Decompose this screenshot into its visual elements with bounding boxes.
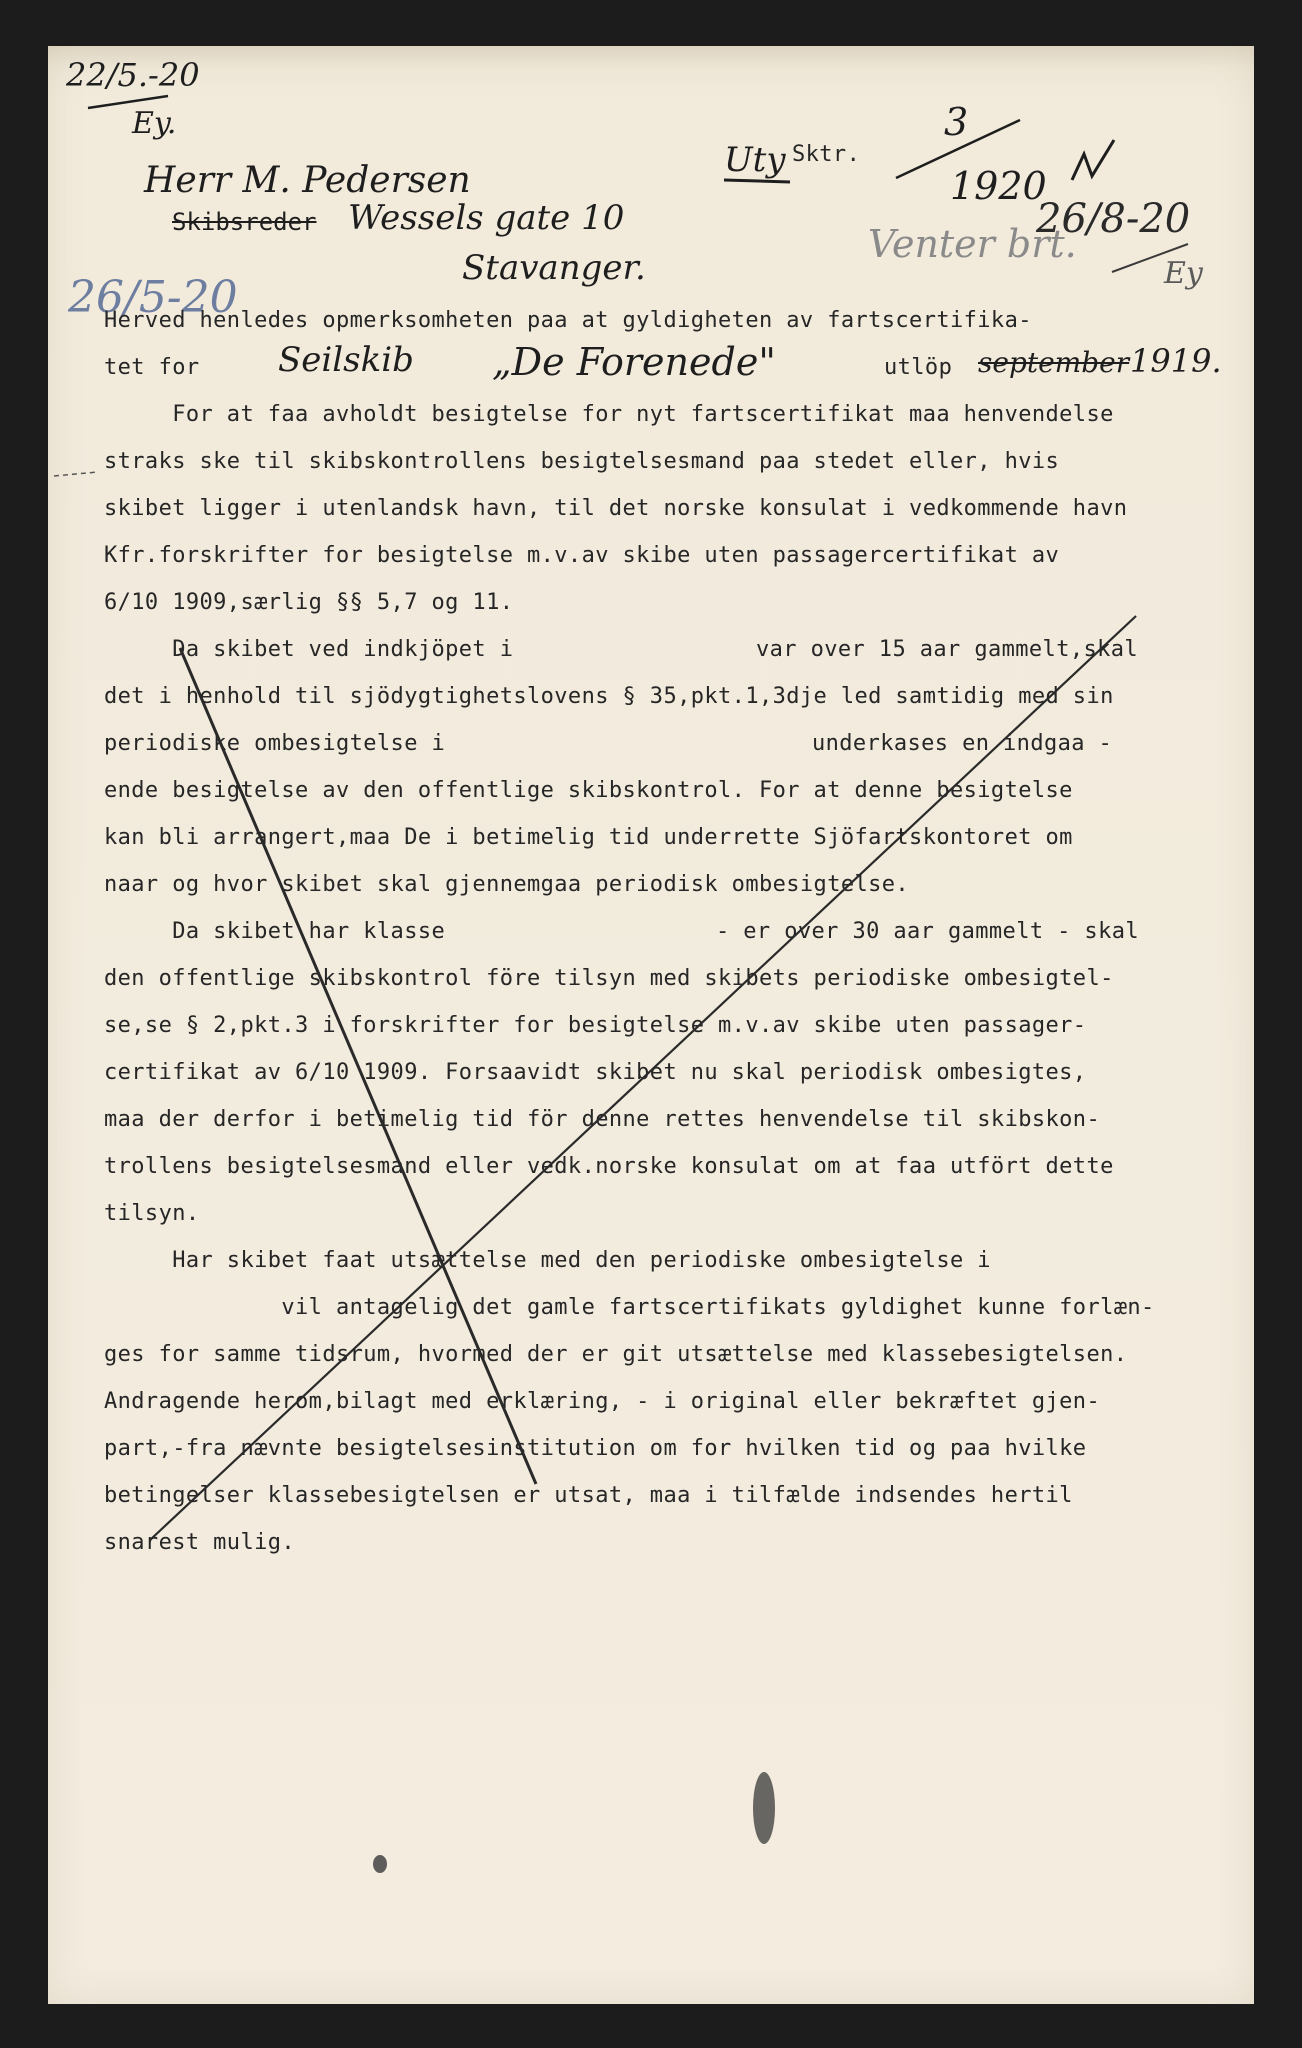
letter-line: Da skibet ved indkjöpet i [104,637,514,662]
letter-line: tet for [104,355,200,380]
letter-line: naar og hvor skibet skal gjennemgaa periodisk ombesigtelse. [104,872,910,897]
letter-line: ende besigtelse av den offentlige skibskontrol. For at denne besigtelse [104,778,1073,803]
letter-line: straks ske til skibskontrollens besigtelsesmand paa stedet eller, hvis [104,449,1060,474]
letter-line: det i henhold til sjödygtighetslovens § 35,pkt.1,3dje led samtidig med sin [104,684,1114,709]
letter-line: Da skibet har klasse [104,919,446,944]
letter-line: utlöp [884,355,953,380]
recipient-name: Herr M. Pedersen [144,160,471,201]
initials-top-left: Ey. [132,106,177,141]
date-margin: 26/5-20 [68,272,238,323]
letter-line: underkases en indgaa - [812,731,1113,756]
letter-line: maa der derfor i betimelig tid för denne rettes henvendelse til skibskon- [104,1107,1101,1132]
date-right: 26/8-20 [1036,196,1191,242]
recipient-title: Skibsreder [172,208,317,236]
letter-line: den offentlige skibskontrol före tilsyn med skibets periodiske ombesigtel- [104,966,1114,991]
initials-right: Ey [1164,256,1203,291]
journal-label: Sktr. [792,142,861,167]
letter-line: Herved henledes opmerksomheten paa at gyldigheten av fartscertifika- [104,308,1032,333]
letter-line: part,-fra nævnte besigtelsesinstitution om for hvilken tid og paa hvilke [104,1436,1087,1461]
vessel-name: „De Forenede" [492,340,776,384]
letter-line: periodiske ombesigtelse i [104,731,446,756]
vessel-type: Seilskib [278,340,414,380]
pencil-note: Venter brt. [868,222,1077,266]
recipient-city: Stavanger. [462,248,646,288]
letter-line: - er over 30 aar gammelt - skal [716,919,1139,944]
letter-line: var over 15 aar gammelt,skal [756,637,1139,662]
letter-line: 6/10 1909,særlig §§ 5,7 og 11. [104,590,514,615]
letter-line: For at faa avholdt besigtelse for nyt fartscertifikat maa henvendelse [104,402,1114,427]
letter-line: Andragende herom,bilagt med erklæring, - i original eller bekræftet gjen- [104,1389,1101,1414]
recipient-street: Wessels gate 10 [348,198,625,238]
journal-number: 3 [944,100,969,144]
letter-line: trollens besigtelsesmand eller vedk.norske konsulat om at faa utfört dette [104,1154,1114,1179]
letter-line: snarest mulig. [104,1530,296,1555]
journal-year: 1920 [950,164,1047,208]
date-top-left: 22/5.-20 [66,56,200,94]
expiry-struck: september [978,346,1130,379]
letter-line: se,se § 2,pkt.3 i forskrifter for besigtelse m.v.av skibe uten passager- [104,1013,1087,1038]
letter-line: skibet ligger i utenlandsk havn, til det norske konsulat i vedkommende havn [104,496,1128,521]
letter-line: Har skibet faat utsættelse med den periodiske ombesigtelse i [104,1248,991,1273]
letter-line: vil antagelig det gamle fartscertifikats gyldighet kunne forlæn- [104,1295,1155,1320]
letter-line: ges for samme tidsrum, hvormed der er git utsættelse med klassebesigtelsen. [104,1342,1128,1367]
letter-line: kan bli arrangert,maa De i betimelig tid underrette Sjöfartskontoret om [104,825,1073,850]
letter-line: betingelser klassebesigtelsen er utsat, maa i tilfælde indsendes hertil [104,1483,1073,1508]
expiry-year: 1919. [1130,342,1222,380]
journal-prefix: Uty [724,140,786,180]
letter-line: Kfr.forskrifter for besigtelse m.v.av skibe uten passagercertifikat av [104,543,1060,568]
letter-line: certifikat av 6/10 1909. Forsaavidt skibet nu skal periodisk ombesigtes, [104,1060,1087,1085]
letter-line: tilsyn. [104,1201,200,1226]
